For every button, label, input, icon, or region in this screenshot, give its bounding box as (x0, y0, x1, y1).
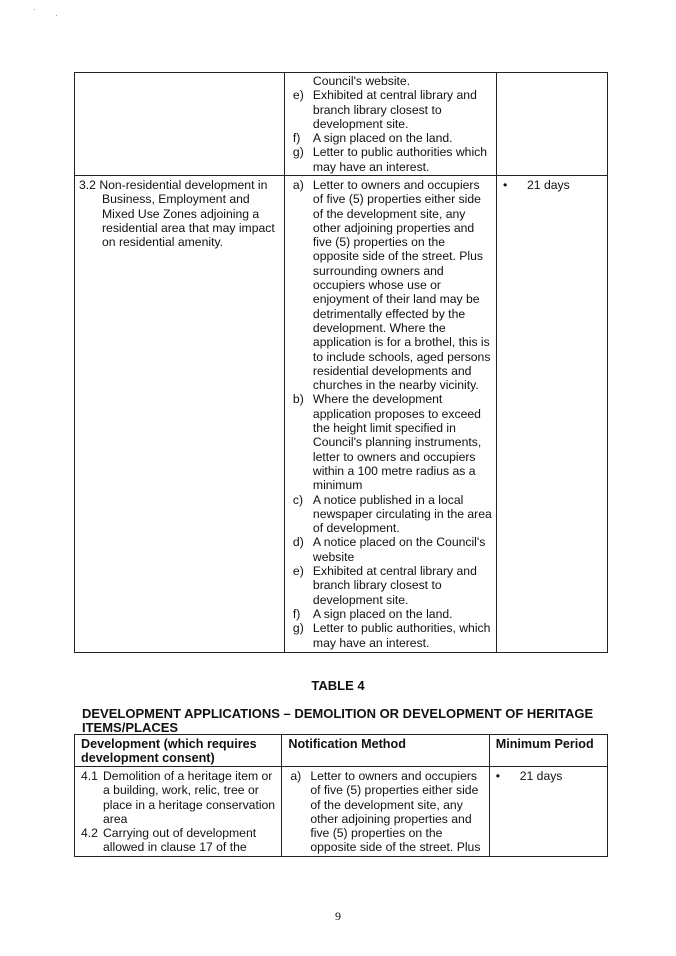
method-item-continued: Council's website. (312, 74, 411, 88)
notification-method-cell (284, 73, 496, 176)
table-title: TABLE 4 (311, 678, 365, 693)
table-row (75, 176, 608, 653)
method-item-f: f) A sign placed on the land. (292, 606, 453, 621)
table-row (75, 767, 608, 857)
method-item-a: a) Letter to owners and occupiers of five (5) properties either side of the development site, any other adjoining properties and five (5) properties on the opposite side of the street. Plus surrounding owners and occupiers whose use or enjoyment of their land may be detrimentally effected by the development. Where the application is for a brothel, this is to include schools, aged persons residential developments and churches in the nearby vicinity. (292, 178, 491, 393)
development-item-3-2: 3.2 Non-residential development in Business, Employment and Mixed Use Zones adjoining a residential area that may impact on residential amenity. (79, 178, 275, 250)
page-number: 9 (335, 909, 341, 923)
table-header-row (75, 735, 608, 767)
period-bullet: • 21 days (495, 769, 563, 783)
method-item-e: e) Exhibited at central library and branch library closest to development site. (292, 88, 477, 131)
method-item-f: f) A sign placed on the land. (292, 131, 453, 146)
method-item-d: d) A notice placed on the Council's website (292, 535, 486, 564)
period-bullet: • 21 days (503, 178, 570, 192)
notification-table-continued (74, 72, 608, 653)
notification-method-cell (284, 176, 496, 653)
column-header-development: Development (which requires development consent) (75, 735, 282, 767)
method-item-a: a) Letter to owners and occupiers of five (5) properties either side of the development site, any other adjoining properties and five (5) properties on the opposite side of the street. Plus (290, 769, 481, 855)
scan-speck (56, 15, 57, 16)
method-item-e: e) Exhibited at central library and branch library closest to development site. (292, 564, 477, 607)
column-header-notification: Notification Method (282, 735, 489, 767)
development-item-4-1: 4.1 Demolition of a heritage item or a building, work, relic, tree or place in a heritage conservation area (81, 769, 276, 826)
bullet-icon: • (503, 178, 508, 192)
development-item-4-2: 4.2 Carrying out of development allowed in clause 17 of the (81, 826, 257, 855)
method-item-b: b) Where the development application proposes to exceed the height limit specified in Council's planning instruments, letter to owners and occupiers within a 100 metre radius as a minimum (292, 392, 482, 493)
table-heading: DEVELOPMENT APPLICATIONS – DEMOLITION OR DEVELOPMENT OF HERITAGE ITEMS/PLACES (82, 706, 594, 735)
table-row (75, 73, 608, 176)
method-item-c: c) A notice published in a local newspaper circulating in the area of development. (292, 492, 492, 536)
development-cell (75, 176, 285, 653)
method-item-g: g) Letter to public authorities which may have an interest. (292, 145, 488, 174)
notification-method-cell (282, 767, 489, 857)
scan-speck (34, 9, 35, 10)
minimum-period-cell (497, 73, 608, 176)
development-cell (75, 767, 282, 857)
method-item-g: g) Letter to public authorities, which may have an interest. (292, 621, 491, 650)
development-cell (75, 73, 285, 176)
column-header-period: Minimum Period (489, 735, 607, 767)
minimum-period-cell (497, 176, 608, 653)
bullet-icon: • (495, 769, 500, 783)
minimum-period-cell (489, 767, 607, 857)
table-4 (74, 734, 608, 857)
